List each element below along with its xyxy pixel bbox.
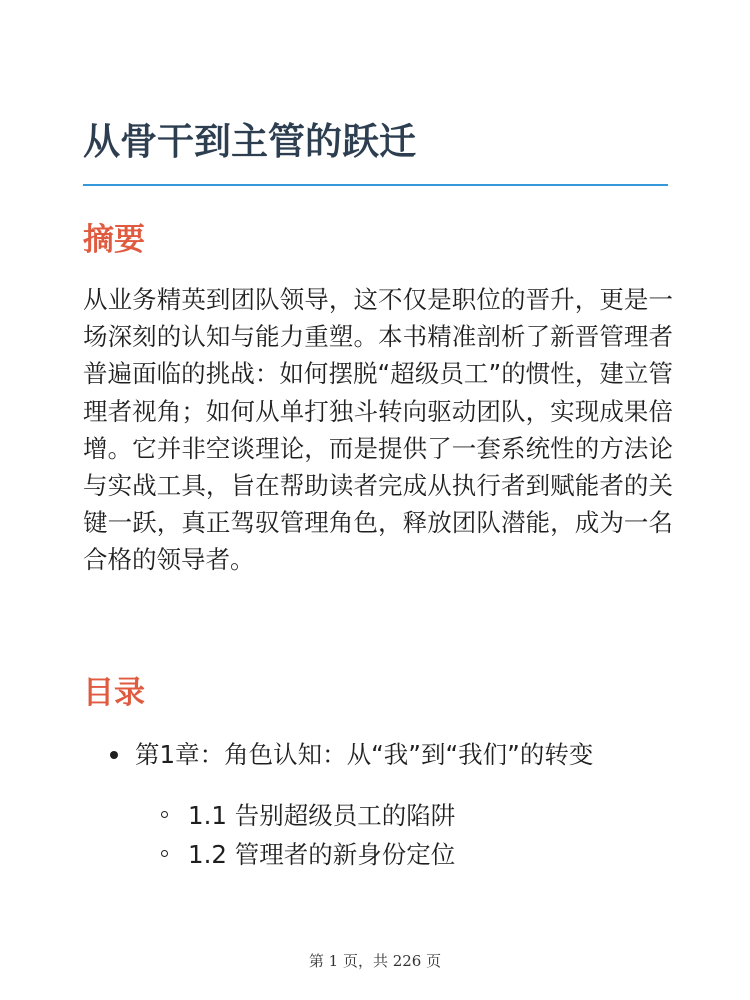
toc-section-list: [135, 796, 665, 874]
toc-chapter-label: 第1章：角色认知：从“我”到“我们”的转变: [135, 740, 594, 769]
book-title: 从骨干到主管的跃迁: [83, 120, 416, 163]
toc-heading: 目录: [83, 675, 145, 711]
page-number-footer: 第 1 页，共 226 页: [308, 952, 442, 970]
toc-list: [83, 736, 668, 874]
bullet-circle-icon: [161, 811, 168, 818]
toc-section-label: 1.1 告别超级员工的陷阱: [188, 801, 456, 830]
toc-section-1-2[interactable]: [135, 835, 665, 874]
toc-section-label: 1.2 管理者的新身份定位: [188, 840, 456, 869]
bullet-circle-icon: [161, 850, 168, 857]
summary-heading: 摘要: [83, 222, 145, 258]
toc-section-1-1[interactable]: [135, 796, 665, 835]
toc-chapter-1[interactable]: [83, 736, 665, 874]
bullet-disc-icon: [110, 751, 118, 759]
summary-paragraph: 从业务精英到团队领导，这不仅是职位的晋升，更是一场深刻的认知与能力重塑。本书精准剖析了新晋管理者普遍面临的挑战：如何摆脱“超级员工”的惯性，建立管理者视角；如何从单打独斗转向驱动团队，实现成果倍增。它并非空谈理论，而是提供了一套系统性的方法论与实战工具，旨在帮助读者完成从执行者到赋能者的关键一跃，真正驾驭管理角色，释放团队潜能，成为一名合格的领导者。: [83, 285, 673, 575]
title-divider: [83, 184, 668, 186]
